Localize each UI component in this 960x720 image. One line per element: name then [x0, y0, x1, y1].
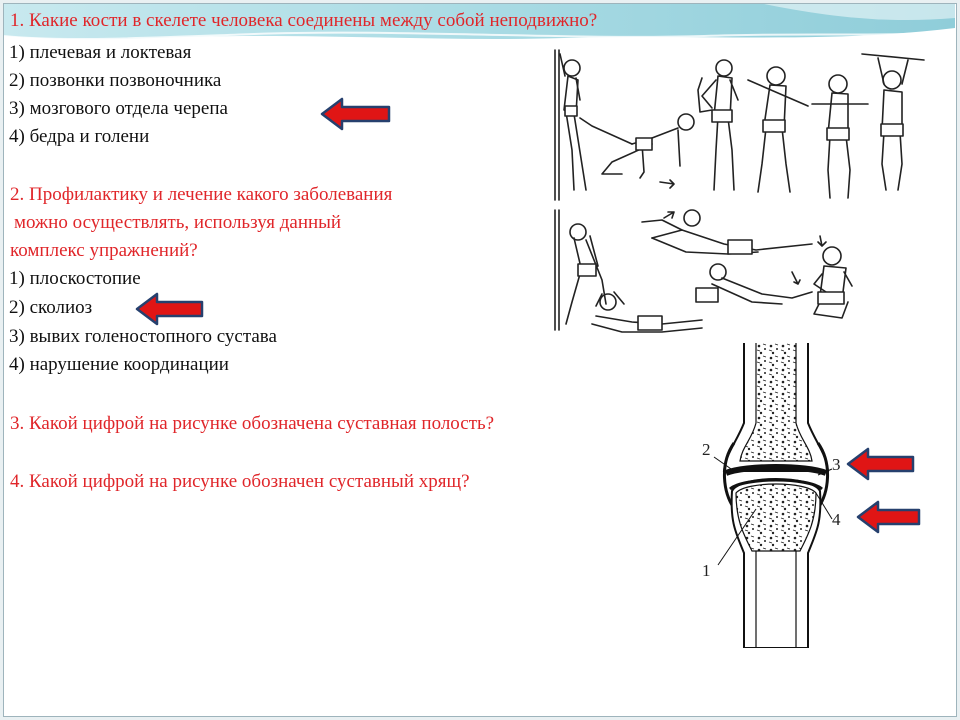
joint-label-3: 3 [832, 455, 841, 474]
joint-label-4: 4 [832, 510, 841, 529]
q1-option-4: 4) бедра и голени [9, 126, 150, 147]
q2-option-2: 2) сколиоз [9, 297, 93, 318]
q1-option-1: 1) плечевая и локтевая [9, 42, 192, 63]
question-3-title: 3. Какой цифрой на рисунке обозначена суставная полость? [10, 413, 495, 434]
question-4-title: 4. Какой цифрой на рисунке обозначен суставный хрящ? [10, 471, 470, 492]
answer-arrow-q3-icon [846, 447, 916, 481]
joint-label-2: 2 [702, 440, 711, 459]
answer-arrow-q1-icon [320, 97, 392, 131]
question-1-title: 1. Какие кости в скелете человека соединены между собой неподвижно? [10, 10, 598, 31]
answer-arrow-q2-icon [135, 292, 205, 326]
joint-diagram [696, 343, 856, 648]
q2-option-4: 4) нарушение координации [9, 354, 229, 375]
question-2-title-line-2: можно осуществлять, используя данный [14, 212, 342, 233]
q1-option-3: 3) мозгового отдела черепа [9, 98, 228, 119]
question-2-title-line-3: комплекс упражнений? [10, 240, 198, 261]
exercise-illustration [552, 40, 932, 340]
joint-label-1: 1 [702, 561, 711, 580]
q2-option-1: 1) плоскостопие [9, 268, 141, 289]
q1-option-2: 2) позвонки позвоночника [9, 70, 222, 91]
answer-arrow-q4-icon [856, 500, 922, 534]
q2-option-3: 3) вывих голеностопного сустава [9, 326, 277, 347]
question-2-title-line-1: 2. Профилактику и лечение какого заболевания [10, 184, 393, 205]
